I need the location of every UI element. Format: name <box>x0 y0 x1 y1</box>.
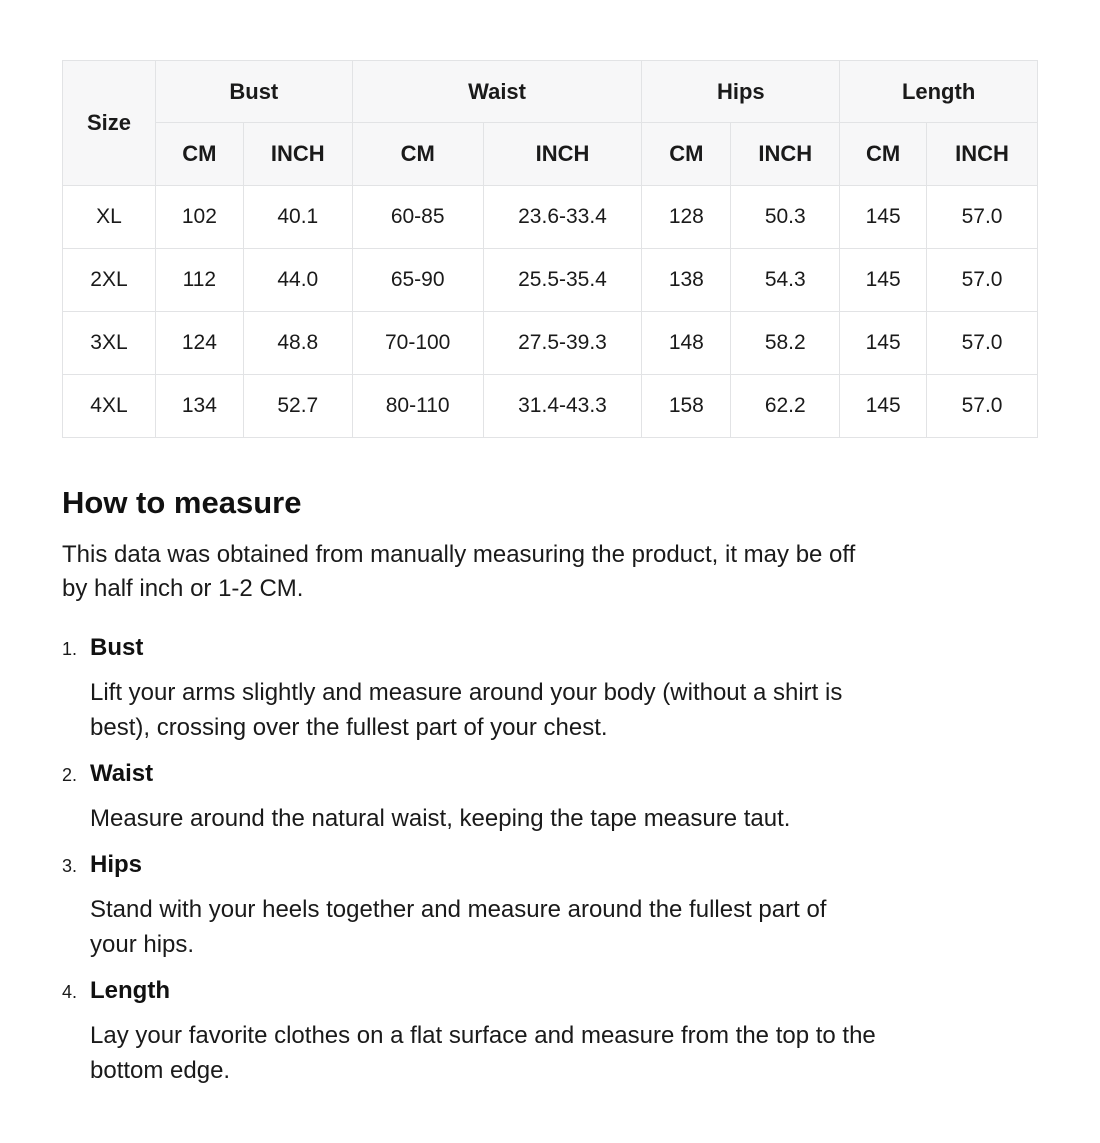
step-number: 4. <box>62 982 78 1002</box>
bust-inch-cell: 40.1 <box>243 186 352 249</box>
step-term: Hips <box>90 851 143 878</box>
step-term: Waist <box>90 760 154 787</box>
header-bust-inch: INCH <box>243 123 352 186</box>
size-cell: 4XL <box>63 375 156 438</box>
hips-cm-cell: 148 <box>642 312 731 375</box>
table-row-2xl <box>63 249 1038 312</box>
section-title: How to measure <box>62 485 302 520</box>
measure-step-length <box>62 977 1038 1103</box>
header-group-hips: Hips <box>642 61 840 123</box>
bust-cm-cell: 134 <box>155 375 243 438</box>
step-term: Length <box>90 977 170 1004</box>
waist-cm-cell: 60-85 <box>352 186 483 249</box>
waist-inch-cell: 23.6-33.4 <box>483 186 642 249</box>
measure-steps-list <box>62 634 1038 1103</box>
waist-inch-cell: 25.5-35.4 <box>483 249 642 312</box>
table-row-xl <box>63 186 1038 249</box>
bust-inch-cell: 52.7 <box>243 375 352 438</box>
length-inch-cell: 57.0 <box>927 375 1038 438</box>
waist-inch-cell: 27.5-39.3 <box>483 312 642 375</box>
bust-cm-cell: 124 <box>155 312 243 375</box>
bust-cm-cell: 112 <box>155 249 243 312</box>
header-length-cm: CM <box>840 123 927 186</box>
hips-inch-cell: 58.2 <box>731 312 840 375</box>
step-number: 3. <box>62 856 78 876</box>
size-chart-body <box>63 186 1038 438</box>
hips-inch-cell: 50.3 <box>731 186 840 249</box>
header-group-length: Length <box>840 61 1038 123</box>
hips-cm-cell: 158 <box>642 375 731 438</box>
size-chart-header <box>63 61 1038 186</box>
length-cm-cell: 145 <box>840 375 927 438</box>
length-inch-cell: 57.0 <box>927 249 1038 312</box>
step-number: 2. <box>62 765 78 785</box>
hips-inch-cell: 62.2 <box>731 375 840 438</box>
hips-cm-cell: 138 <box>642 249 731 312</box>
intro-text: This data was obtained from manually measuring the product, it may be off by half inch or 1-2 CM. <box>62 541 856 602</box>
header-length-inch: INCH <box>927 123 1038 186</box>
measure-step-bust <box>62 634 1038 760</box>
header-waist-inch: INCH <box>483 123 642 186</box>
measure-step-waist <box>62 760 1038 851</box>
header-waist-cm: CM <box>352 123 483 186</box>
length-inch-cell: 57.0 <box>927 312 1038 375</box>
how-to-measure-section <box>62 485 1038 1103</box>
step-description: Stand with your heels together and measure around the fullest part of your hips. <box>90 896 827 958</box>
waist-inch-cell: 31.4-43.3 <box>483 375 642 438</box>
bust-inch-cell: 48.8 <box>243 312 352 375</box>
bust-inch-cell: 44.0 <box>243 249 352 312</box>
size-cell: XL <box>63 186 156 249</box>
step-description: Lay your favorite clothes on a flat surface and measure from the top to the bottom edge. <box>90 1022 876 1084</box>
step-description: Lift your arms slightly and measure around your body (without a shirt is best), crossing over the fullest part of your chest. <box>90 679 843 741</box>
bust-cm-cell: 102 <box>155 186 243 249</box>
hips-inch-cell: 54.3 <box>731 249 840 312</box>
size-chart-table <box>62 60 1038 438</box>
header-hips-inch: INCH <box>731 123 840 186</box>
waist-cm-cell: 70-100 <box>352 312 483 375</box>
hips-cm-cell: 128 <box>642 186 731 249</box>
length-inch-cell: 57.0 <box>927 186 1038 249</box>
size-cell: 3XL <box>63 312 156 375</box>
length-cm-cell: 145 <box>840 249 927 312</box>
table-row-4xl <box>63 375 1038 438</box>
size-cell: 2XL <box>63 249 156 312</box>
header-hips-cm: CM <box>642 123 731 186</box>
measure-step-hips <box>62 851 1038 977</box>
header-group-bust: Bust <box>155 61 352 123</box>
waist-cm-cell: 65-90 <box>352 249 483 312</box>
header-bust-cm: CM <box>155 123 243 186</box>
header-size: Size <box>63 61 156 186</box>
table-row-3xl <box>63 312 1038 375</box>
step-term: Bust <box>90 634 144 661</box>
length-cm-cell: 145 <box>840 312 927 375</box>
length-cm-cell: 145 <box>840 186 927 249</box>
waist-cm-cell: 80-110 <box>352 375 483 438</box>
step-description: Measure around the natural waist, keeping the tape measure taut. <box>90 805 791 832</box>
step-number: 1. <box>62 639 78 659</box>
header-group-waist: Waist <box>352 61 642 123</box>
